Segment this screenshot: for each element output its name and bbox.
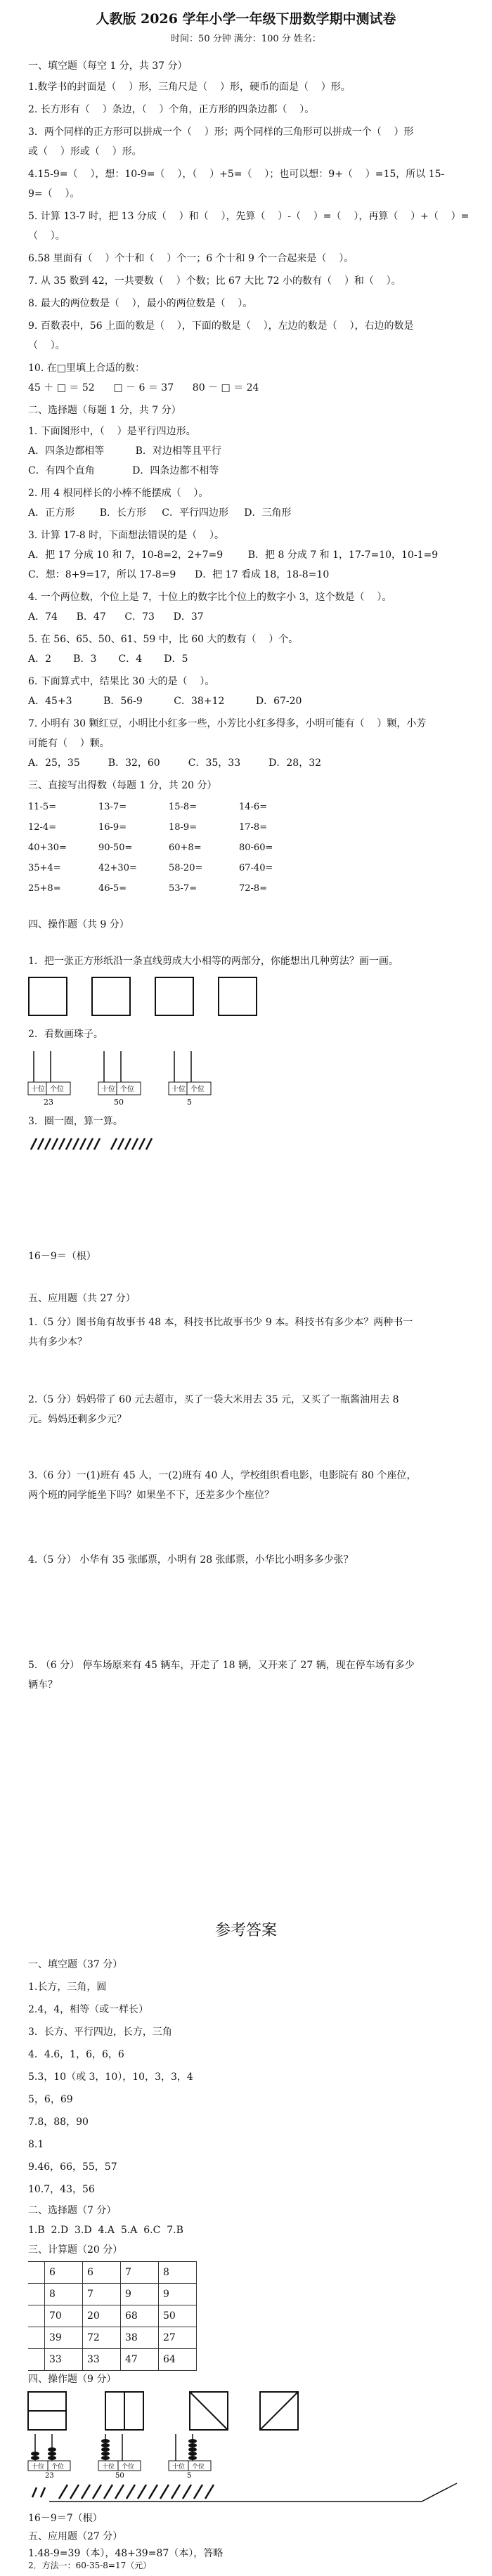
abacus-label-tens: 十位 xyxy=(31,1086,45,1093)
q2-1a: A．四条边都相等 B．对边相等且平行 xyxy=(28,445,221,457)
q2-7b: 可能有（ ）颗。 xyxy=(28,738,110,749)
q1-5a: 5. 计算 13-7 时，把 13 分成（ ）和（ ），先算（ ）-（ ）=（ ），再算（ ）+（ ）= xyxy=(28,211,470,222)
calc-cell: 67-40= xyxy=(239,863,273,873)
ans-7: 7.8，88，90 xyxy=(28,2116,89,2128)
abacus-label-ones: 个位 xyxy=(51,2464,65,2471)
ans-8: 8.1 xyxy=(28,2139,44,2150)
q1-7: 7. 从 35 数到 42，一共要数（ ）个数；比 67 大比 72 小的数有（ ）和（ ）。 xyxy=(28,275,401,287)
ans-part3-heading: 三、计算题（20 分） xyxy=(28,2244,123,2256)
exam-title: 人教版 2026 学年小学一年级下册数学期中测试卷 xyxy=(96,11,396,27)
ans-3: 3．长方、平行四边，长方，三角 xyxy=(28,2027,172,2038)
q1-9: 9. 百数表中，56 上面的数是（ ），下面的数是（ ），左边的数是（ ），右边的数是 xyxy=(28,320,414,332)
abacus-beads xyxy=(31,2439,197,2460)
abacus-number: 5 xyxy=(187,2472,192,2480)
answer-calc-row xyxy=(28,2349,197,2371)
q2-5o: A．2 B．3 C．4 D．5 xyxy=(28,653,188,665)
abacus-number: 23 xyxy=(45,2472,54,2480)
answer-cell: 6 xyxy=(45,2262,83,2284)
answer-calc-row xyxy=(28,2284,197,2305)
ans-5: 5.3，10（或 3，10），10，3，3，4 xyxy=(28,2071,193,2083)
ans-4: 4．4.6，1，6，6，6 xyxy=(28,2049,124,2060)
q1-6: 6.58 里面有（ ）个十和（ ）个一；6 个十和 9 个一合起来是（ ）。 xyxy=(28,253,354,264)
calc-cell: 53-7= xyxy=(169,883,198,894)
q1-10a: 45 ＋ □ ＝ 52 □ － 6 ＝ 37 80 － □ ＝ 24 xyxy=(28,382,259,393)
abacus-label-ones: 个位 xyxy=(120,1086,134,1093)
abacus-number: 50 xyxy=(115,2472,124,2480)
abacus-label-ones: 个位 xyxy=(192,2464,205,2471)
ans-b1: 1.48-9=39（本），48+39=87（本），答略 xyxy=(28,2548,224,2559)
answer-cell: 7 xyxy=(83,2284,121,2305)
q1-9b: （ ）。 xyxy=(28,340,65,351)
ans-2: 2.4，4，相等（或一样长） xyxy=(28,2004,149,2015)
abacus-number: 50 xyxy=(114,1098,124,1107)
abacus-number: 23 xyxy=(44,1098,53,1107)
calc-row xyxy=(28,858,309,878)
part1-heading: 一、填空题（每空 1 分，共 37 分） xyxy=(28,60,188,72)
calc-cell: 25+8= xyxy=(28,883,61,894)
answer-square-cuts xyxy=(28,2390,337,2433)
answer-cell: 8 xyxy=(45,2284,83,2305)
exam-subtitle: 时间：50 分钟 满分：100 分 姓名： xyxy=(171,34,321,44)
ans-choice: 1.B 2.D 3.D 4.A 5.A 6.C 7.B xyxy=(28,2225,183,2236)
stick xyxy=(94,1138,100,1150)
answer-cell: 27 xyxy=(159,2327,197,2349)
stick xyxy=(73,1138,79,1150)
calc-cell: 40+30= xyxy=(28,843,67,853)
q2-3: 3. 计算 17-8 时，下面想法错误的是（ ）。 xyxy=(28,530,224,541)
square-paper-4[interactable] xyxy=(218,977,257,1016)
stick xyxy=(31,1138,37,1150)
calc-table xyxy=(28,797,309,899)
stick xyxy=(38,1138,44,1150)
q2-1b: C．有四个直角 D．四条边都不相等 xyxy=(28,465,219,476)
stick xyxy=(45,1138,51,1150)
ans-1: 1.长方，三角，圆 xyxy=(28,1982,107,1993)
calc-cell: 12-4= xyxy=(28,822,57,833)
calc-cell: 13-7= xyxy=(98,802,127,812)
abacus-label-tens: 十位 xyxy=(172,2464,186,2471)
circle-mark xyxy=(49,2483,457,2502)
answer-cell-lead xyxy=(28,2349,45,2371)
q2-7o: A．25，35 B．32，60 C．35，33 D．28，32 xyxy=(28,757,322,769)
answer-cell: 39 xyxy=(45,2327,83,2349)
q1-4a: 4.15-9=（ ），想：10-9=（ ），（ ）+5=（ ）；也可以想：9+（ ）=15，所以 15- xyxy=(28,169,445,180)
answer-calc-table xyxy=(28,2261,197,2371)
answer-cell: 8 xyxy=(159,2262,197,2284)
calc-cell: 18-9= xyxy=(169,822,198,833)
answer-cell: 20 xyxy=(83,2305,121,2327)
abacus-label-tens: 十位 xyxy=(32,2464,45,2471)
abacus-label-tens: 十位 xyxy=(171,1086,186,1093)
calc-cell: 58-20= xyxy=(169,863,203,873)
calc-cell: 42+30= xyxy=(98,863,137,873)
q5-3b: 两个班的同学能坐下吗？如果坐不下，还差多少个座位？ xyxy=(28,1490,274,1501)
part4-heading: 四、操作题（共 9 分） xyxy=(28,919,129,930)
square-paper-1[interactable] xyxy=(28,977,67,1016)
q1-5b: （ ）。 xyxy=(28,230,65,242)
calc-row xyxy=(28,878,309,899)
q5-3a: 3.（6 分）一(1)班有 45 人，一(2)班有 40 人，学校组织看电影，电影院有 80 个座位， xyxy=(28,1470,417,1481)
ans-10: 10.7，43，56 xyxy=(28,2184,95,2195)
abacus-group xyxy=(28,1047,253,1110)
calc-cell: 72-8= xyxy=(239,883,268,894)
q5-1b: 共有多少本？ xyxy=(28,1336,87,1348)
q2-6: 6. 下面算式中，结果比 30 大的是（ ）。 xyxy=(28,676,215,687)
calc-cell: 15-8= xyxy=(169,802,198,812)
part2-heading: 二、选择题（每题 1 分，共 7 分） xyxy=(28,405,181,416)
q2-2: 2. 用 4 根同样长的小棒不能摆成（ ）。 xyxy=(28,488,209,499)
q2-3a: A．把 17 分成 10 和 7，10-8=2，2+7=9 B．把 8 分成 7 和 1，17-7=10，10-1=9 xyxy=(28,549,439,561)
q5-1a: 1.（5 分）图书角有故事书 48 本，科技书比故事书少 9 本。科技书有多少本？两种书一 xyxy=(28,1317,413,1328)
stick xyxy=(125,1138,131,1150)
answer-cell: 64 xyxy=(159,2349,197,2371)
q2-6o: A．45+3 B．56-9 C．38+12 D．67-20 xyxy=(28,696,302,707)
sticks-group xyxy=(28,1137,169,1152)
q5-2a: 2.（5 分）妈妈带了 60 元去超市，买了一袋大米用去 35 元，又买了一瓶酱油用去 8 xyxy=(28,1394,399,1405)
q4-1: 1．把一张正方形纸沿一条直线剪成大小相等的两部分，你能想出几种剪法？画一画。 xyxy=(28,956,399,967)
q2-1: 1. 下面图形中，（ ）是平行四边形。 xyxy=(28,426,196,437)
answer-key-title: 参考答案 xyxy=(214,1922,277,1939)
q2-3b: C．想：8+9=17，所以 17-8=9 D．把 17 看成 18，18-8=10 xyxy=(28,569,330,580)
stick xyxy=(139,1138,145,1150)
calc-cell: 17-8= xyxy=(239,822,268,833)
stick xyxy=(146,1138,152,1150)
q1-3a: 3．两个同样的正方形可以拼成一个（ ）形；两个同样的三角形可以拼成一个（ ）形 xyxy=(28,126,414,138)
q1-4b: 9=（ ）。 xyxy=(28,188,80,200)
calc-cell: 90-50= xyxy=(98,843,133,853)
q2-4o: A．74 B．47 C．73 D．37 xyxy=(28,611,204,623)
q2-4: 4. 一个两位数，个位上是 7，十位上的数字比个位上的数字小 3，这个数是（ ）。 xyxy=(28,592,392,603)
calc-cell: 60+8= xyxy=(169,843,202,853)
q5-2b: 元。妈妈还剩多少元？ xyxy=(28,1414,127,1425)
answer-cell: 6 xyxy=(83,2262,121,2284)
q4-3: 3．圈一圈，算一算。 xyxy=(28,1116,123,1127)
stick xyxy=(87,1138,93,1150)
calc-cell: 35+4= xyxy=(28,863,61,873)
answer-cell: 72 xyxy=(83,2327,121,2349)
calc-row xyxy=(28,817,309,838)
stick xyxy=(80,1138,86,1150)
calc-row xyxy=(28,797,309,817)
q2-7a: 7. 小明有 30 颗红豆，小明比小红多一些，小芳比小红多得多，小明可能有（ ）颗，小芳 xyxy=(28,718,427,729)
square-paper-3[interactable] xyxy=(155,977,194,1016)
ans-part4-heading: 四、操作题（9 分） xyxy=(28,2374,117,2385)
q1-2: 2. 长方形有（ ）条边，（ ）个角，正方形的四条边都（ ）。 xyxy=(28,104,315,115)
q5-5a: 5. （6 分） 停车场原来有 45 辆车，开走了 18 辆，又开来了 27 辆，现在停车场有多少 xyxy=(28,1660,415,1671)
answer-cell: 68 xyxy=(121,2305,159,2327)
answer-cell: 38 xyxy=(121,2327,159,2349)
answer-calc-row xyxy=(28,2262,197,2284)
q5-5b: 辆车？ xyxy=(28,1679,58,1691)
q4-3-formula: 16－9＝（根） xyxy=(28,1251,96,1262)
answer-cell-lead xyxy=(28,2327,45,2349)
ans-part5-heading: 五、应用题（27 分） xyxy=(28,2531,123,2542)
answer-cell: 50 xyxy=(159,2305,197,2327)
answer-cell: 7 xyxy=(121,2262,159,2284)
answer-cell: 33 xyxy=(45,2349,83,2371)
answer-calc-row xyxy=(28,2327,197,2349)
calc-cell: 11-5= xyxy=(28,802,57,812)
answer-calc-row xyxy=(28,2305,197,2327)
answer-cell: 33 xyxy=(83,2349,121,2371)
abacus-number: 5 xyxy=(187,1098,192,1107)
stick xyxy=(118,1138,124,1150)
square-paper-2[interactable] xyxy=(91,977,131,1016)
answer-cell-lead xyxy=(28,2262,45,2284)
answer-cell: 47 xyxy=(121,2349,159,2371)
q1-8: 8. 最大的两位数是（ ），最小的两位数是（ ）。 xyxy=(28,298,253,309)
ans-part1-heading: 一、填空题（37 分） xyxy=(28,1959,123,1970)
answer-cell: 9 xyxy=(159,2284,197,2305)
q1-3b: 或（ ）形或（ ）形。 xyxy=(28,146,142,157)
q1-10: 10. 在□里填上合适的数： xyxy=(28,363,145,374)
part5-heading: 五、应用题（共 27 分） xyxy=(28,1293,136,1304)
q2-2o: A．正方形 B．长方形 C．平行四边形 D．三角形 xyxy=(28,507,292,519)
answer-sticks-group xyxy=(28,2480,478,2504)
answer-cell-lead xyxy=(28,2284,45,2305)
abacus-label-ones: 个位 xyxy=(122,2464,135,2471)
calc-cell: 16-9= xyxy=(98,822,127,833)
abacus-label-tens: 十位 xyxy=(102,2464,115,2471)
answer-abacus-group xyxy=(28,2431,253,2480)
abacus-label-tens: 十位 xyxy=(101,1086,115,1093)
q1-1: 1.数学书的封面是（ ）形，三角尺是（ ）形，硬币的面是（ ）形。 xyxy=(28,82,351,93)
answer-cell: 9 xyxy=(121,2284,159,2305)
calc-cell: 46-5= xyxy=(98,883,127,894)
q5-4: 4.（5 分） 小华有 35 张邮票，小明有 28 张邮票，小华比小明多多少张？ xyxy=(28,1554,354,1566)
part3-heading: 三、直接写出得数（每题 1 分，共 20 分） xyxy=(28,780,217,791)
answer-cell-lead xyxy=(28,2305,45,2327)
calc-cell: 80-60= xyxy=(239,843,273,853)
ans-9: 9.46，66，55，57 xyxy=(28,2161,117,2173)
ans-6: 5，6，69 xyxy=(28,2094,73,2105)
q2-5: 5. 在 56、65、50、61、59 中，比 60 大的数有（ ）个。 xyxy=(28,634,299,645)
stick xyxy=(132,1138,138,1150)
stick xyxy=(111,1138,117,1150)
ans-formula: 16－9＝7（根） xyxy=(28,2513,103,2524)
q4-2: 2．看数画珠子。 xyxy=(28,1029,103,1040)
answer-cell: 70 xyxy=(45,2305,83,2327)
stick xyxy=(52,1138,58,1150)
calc-row xyxy=(28,838,309,858)
stick xyxy=(59,1138,65,1150)
stick xyxy=(66,1138,72,1150)
ans-b2 xyxy=(28,2561,471,2570)
calc-cell: 14-6= xyxy=(239,802,268,812)
abacus-label-ones: 个位 xyxy=(190,1086,205,1093)
ans-part2-heading: 二、选择题（7 分） xyxy=(28,2205,117,2216)
abacus-label-ones: 个位 xyxy=(50,1086,64,1093)
ans-b2-text: 2．方法一：60-35-8=17（元） xyxy=(28,2561,152,2570)
